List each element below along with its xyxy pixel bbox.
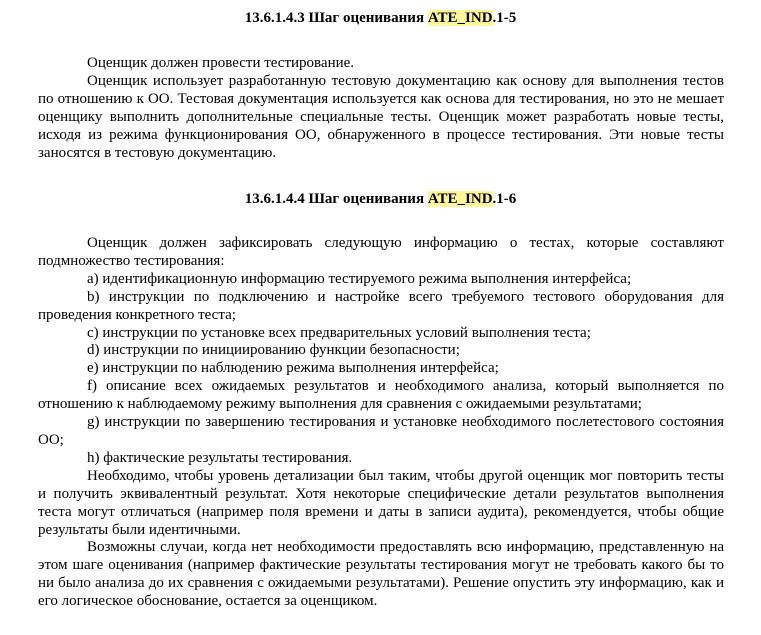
paragraph: Необходимо, чтобы уровень детализации был таким, чтобы другой оценщик мог повторить тесты и получить эквивалентный результат. Хотя некоторые специфические детали результатов выполнения теста могут отличаться (например поля времени и даты в записи аудита), рекомендуется, чтобы общие результаты были идентичными. <box>38 467 724 538</box>
section-heading-1-5 <box>0 9 761 27</box>
list-item: h) фактические результаты тестирования. <box>87 449 353 466</box>
list-item: b) инструкции по подключению и настройке всего требуемого тестового оборудования для проведения конкретного теста; <box>38 288 724 323</box>
section-heading-1-6 <box>0 190 761 208</box>
heading-highlight: ATE_IND <box>427 191 493 207</box>
heading-suffix: .1-5 <box>492 10 517 26</box>
section-body-1-5 <box>38 55 724 162</box>
heading-suffix: .1-6 <box>492 191 517 207</box>
heading-prefix: 13.6.1.4.3 Шаг оценивания <box>244 10 428 26</box>
heading-prefix: 13.6.1.4.4 Шаг оценивания <box>244 191 428 207</box>
list-item: g) инструкции по завершению тестирования и установке необходимого послетестового состояния ОО; <box>38 414 724 448</box>
paragraph: Оценщик использует разработанную тестовую документацию как основу для выполнения тестов по отношению к ОО. Тестовая документация используется как основа для тестирования, но это не мешает оценщику выполнить дополнительные специальные тесты. Оценщик может разработать новые тесты, исходя из режима функционирования ОО, обнаруженного в процессе тестирования. Эти новые тесты заносятся в тестовую документацию. <box>38 72 724 161</box>
paragraph: Возможны случаи, когда нет необходимости предоставлять всю информацию, представленную на этом шаге оценивания (например фактические результаты тестирования могут не требовать какого бы то ни было анализа до их сравнения с ожидаемыми результатами). Решение опустить эту информацию, как и его логическое обоснование, остается за оценщиком. <box>38 539 724 610</box>
list-item: c) инструкции по установке всех предварительных условий выполнения теста; <box>87 324 591 341</box>
paragraph: Оценщик должен зафиксировать следующую информацию о тестах, которые составляют подмножество тестирования: <box>38 235 724 269</box>
list-item: d) инструкции по инициированию функции безопасности; <box>87 342 460 359</box>
list-item: e) инструкции по наблюдению режима выполнения интерфейса; <box>87 360 499 377</box>
list-item: a) идентификационную информацию тестируемого режима выполнения интерфейса; <box>87 270 632 287</box>
paragraph: Оценщик должен провести тестирование. <box>87 55 355 71</box>
section-body-1-6 <box>38 235 724 611</box>
heading-highlight: ATE_IND <box>427 10 493 26</box>
list-item: f) описание всех ожидаемых результатов и необходимого анализа, который выполняется по отношению к наблюдаемому режиму выполнения для сравнения с ожидаемыми результатами; <box>38 378 724 413</box>
